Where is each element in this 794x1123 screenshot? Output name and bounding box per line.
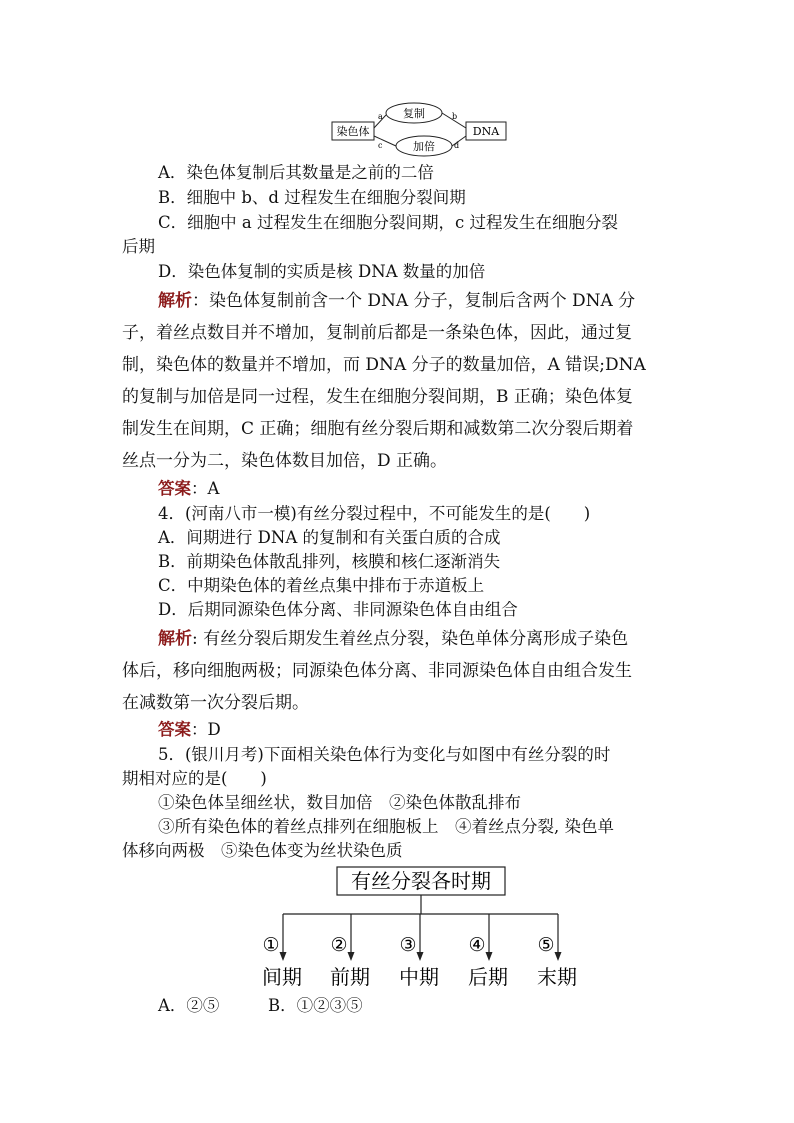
q5-stem-line-2: 期相对应的是( ) [122, 769, 267, 788]
branch-group [262, 914, 577, 989]
diagram-title: 有丝分裂各时期 [351, 869, 491, 893]
branch-arrowhead-3 [417, 952, 424, 961]
q4-option-a: A．间期进行 DNA 的复制和有关蛋白质的合成 [158, 528, 501, 547]
q5-items-line-2: ③所有染色体的着丝点排列在细胞板上 ④着丝点分裂, 染色单 [158, 817, 614, 836]
chromosome-node-label: 染色体 [336, 125, 370, 138]
q3-analysis-line-2: 子，着丝点数目并不增加，复制前后都是一条染色体，因此，通过复 [122, 323, 632, 343]
q4-stem: 4．(河南八市一模)有丝分裂过程中，不可能发生的是( ) [158, 504, 591, 523]
phase-label-4: 后期 [468, 965, 508, 989]
q4-option-c: C．中期染色体的着丝点集中排布于赤道板上 [158, 576, 485, 595]
q3-option-b: B．细胞中 b、d 过程发生在细胞分裂间期 [158, 188, 466, 207]
analysis-label: 解析 [158, 291, 192, 311]
q4-analysis-line-2: 体后，移向细胞两极；同源染色体分离、非同源染色体自由组合发生 [122, 661, 632, 681]
q5-items-line-1: ①染色体呈细丝状，数目加倍 ②染色体散乱排布 [158, 793, 521, 812]
answer-label: 答案 [158, 479, 191, 498]
q3-analysis-line-1 [158, 290, 635, 312]
q3-analysis-line-6: 丝点一分为二，染色体数目加倍，D 正确。 [122, 451, 448, 471]
answer-value: ：D [191, 720, 221, 739]
q3-analysis-line-3: 制，染色体的数量并不增加，而 DNA 分子的数量加倍，A 错误;DNA [122, 355, 646, 375]
q5-stem-line-1: 5．(银川月考)下面相关染色体行为变化与如图中有丝分裂的时 [158, 745, 611, 764]
branch-arrowhead-2 [348, 952, 355, 961]
q5-items-line-3: 体移向两极 ⑤染色体变为丝状染色质 [122, 841, 403, 860]
q3-analysis-line-5: 制发生在间期，C 正确；细胞有丝分裂后期和减数第二次分裂后期着 [122, 419, 634, 439]
q3-option-d: D．染色体复制的实质是核 DNA 数量的加倍 [158, 262, 486, 281]
branch-arrowhead-4 [486, 952, 493, 961]
analysis-text: ：染色体复制前含一个 DNA 分子，复制后含两个 DNA 分 [192, 291, 636, 311]
phase-label-1: 间期 [262, 965, 302, 989]
answer-value: ：A [191, 479, 220, 498]
analysis-label: 解析 [158, 629, 192, 649]
phase-label-5: 末期 [537, 965, 577, 989]
mitosis-phases-diagram [250, 862, 590, 992]
branch-number-2: ② [330, 934, 348, 956]
label-b: b [452, 112, 458, 121]
branch-number-1: ① [262, 934, 280, 956]
q4-option-b: B．前期染色体散乱排列，核膜和核仁逐渐消失 [158, 552, 501, 571]
q3-answer [158, 478, 219, 500]
q3-option-a: A．染色体复制后其数量是之前的二倍 [158, 163, 434, 182]
chromosome-dna-cycle-diagram [330, 100, 510, 160]
replicate-node-label: 复制 [403, 107, 425, 120]
q3-analysis-line-4: 的复制与加倍是同一过程，发生在细胞分裂间期，B 正确；染色体复 [122, 387, 633, 407]
branch-number-5: ⑤ [537, 934, 555, 956]
phase-label-2: 前期 [330, 965, 370, 989]
phase-label-3: 中期 [399, 965, 439, 989]
dna-node-label: DNA [472, 125, 500, 138]
label-c: c [378, 141, 383, 150]
label-d: d [454, 141, 460, 150]
q5-option-b: B．①②③⑤ [268, 996, 363, 1015]
q3-option-c: C．细胞中 a 过程发生在细胞分裂间期，c 过程发生在细胞分裂 [158, 213, 618, 232]
double-node-label: 加倍 [413, 140, 435, 153]
q4-answer [158, 719, 221, 741]
q4-analysis-line-1 [158, 628, 628, 650]
branch-number-4: ④ [468, 934, 486, 956]
label-a: a [378, 112, 383, 121]
q3-option-c-cont: 后期 [122, 237, 155, 256]
q5-option-a: A．②⑤ [158, 996, 220, 1015]
branch-arrowhead-1 [280, 952, 287, 961]
branch-number-3: ③ [399, 934, 417, 956]
analysis-text: : 有丝分裂后期发生着丝点分裂，染色单体分离形成子染色 [192, 629, 629, 649]
q4-option-d: D．后期同源染色体分离、非同源染色体自由组合 [158, 600, 518, 619]
branch-arrowhead-5 [555, 952, 562, 961]
q4-analysis-line-3: 在减数第一次分裂后期。 [122, 693, 309, 713]
answer-label: 答案 [158, 720, 191, 739]
